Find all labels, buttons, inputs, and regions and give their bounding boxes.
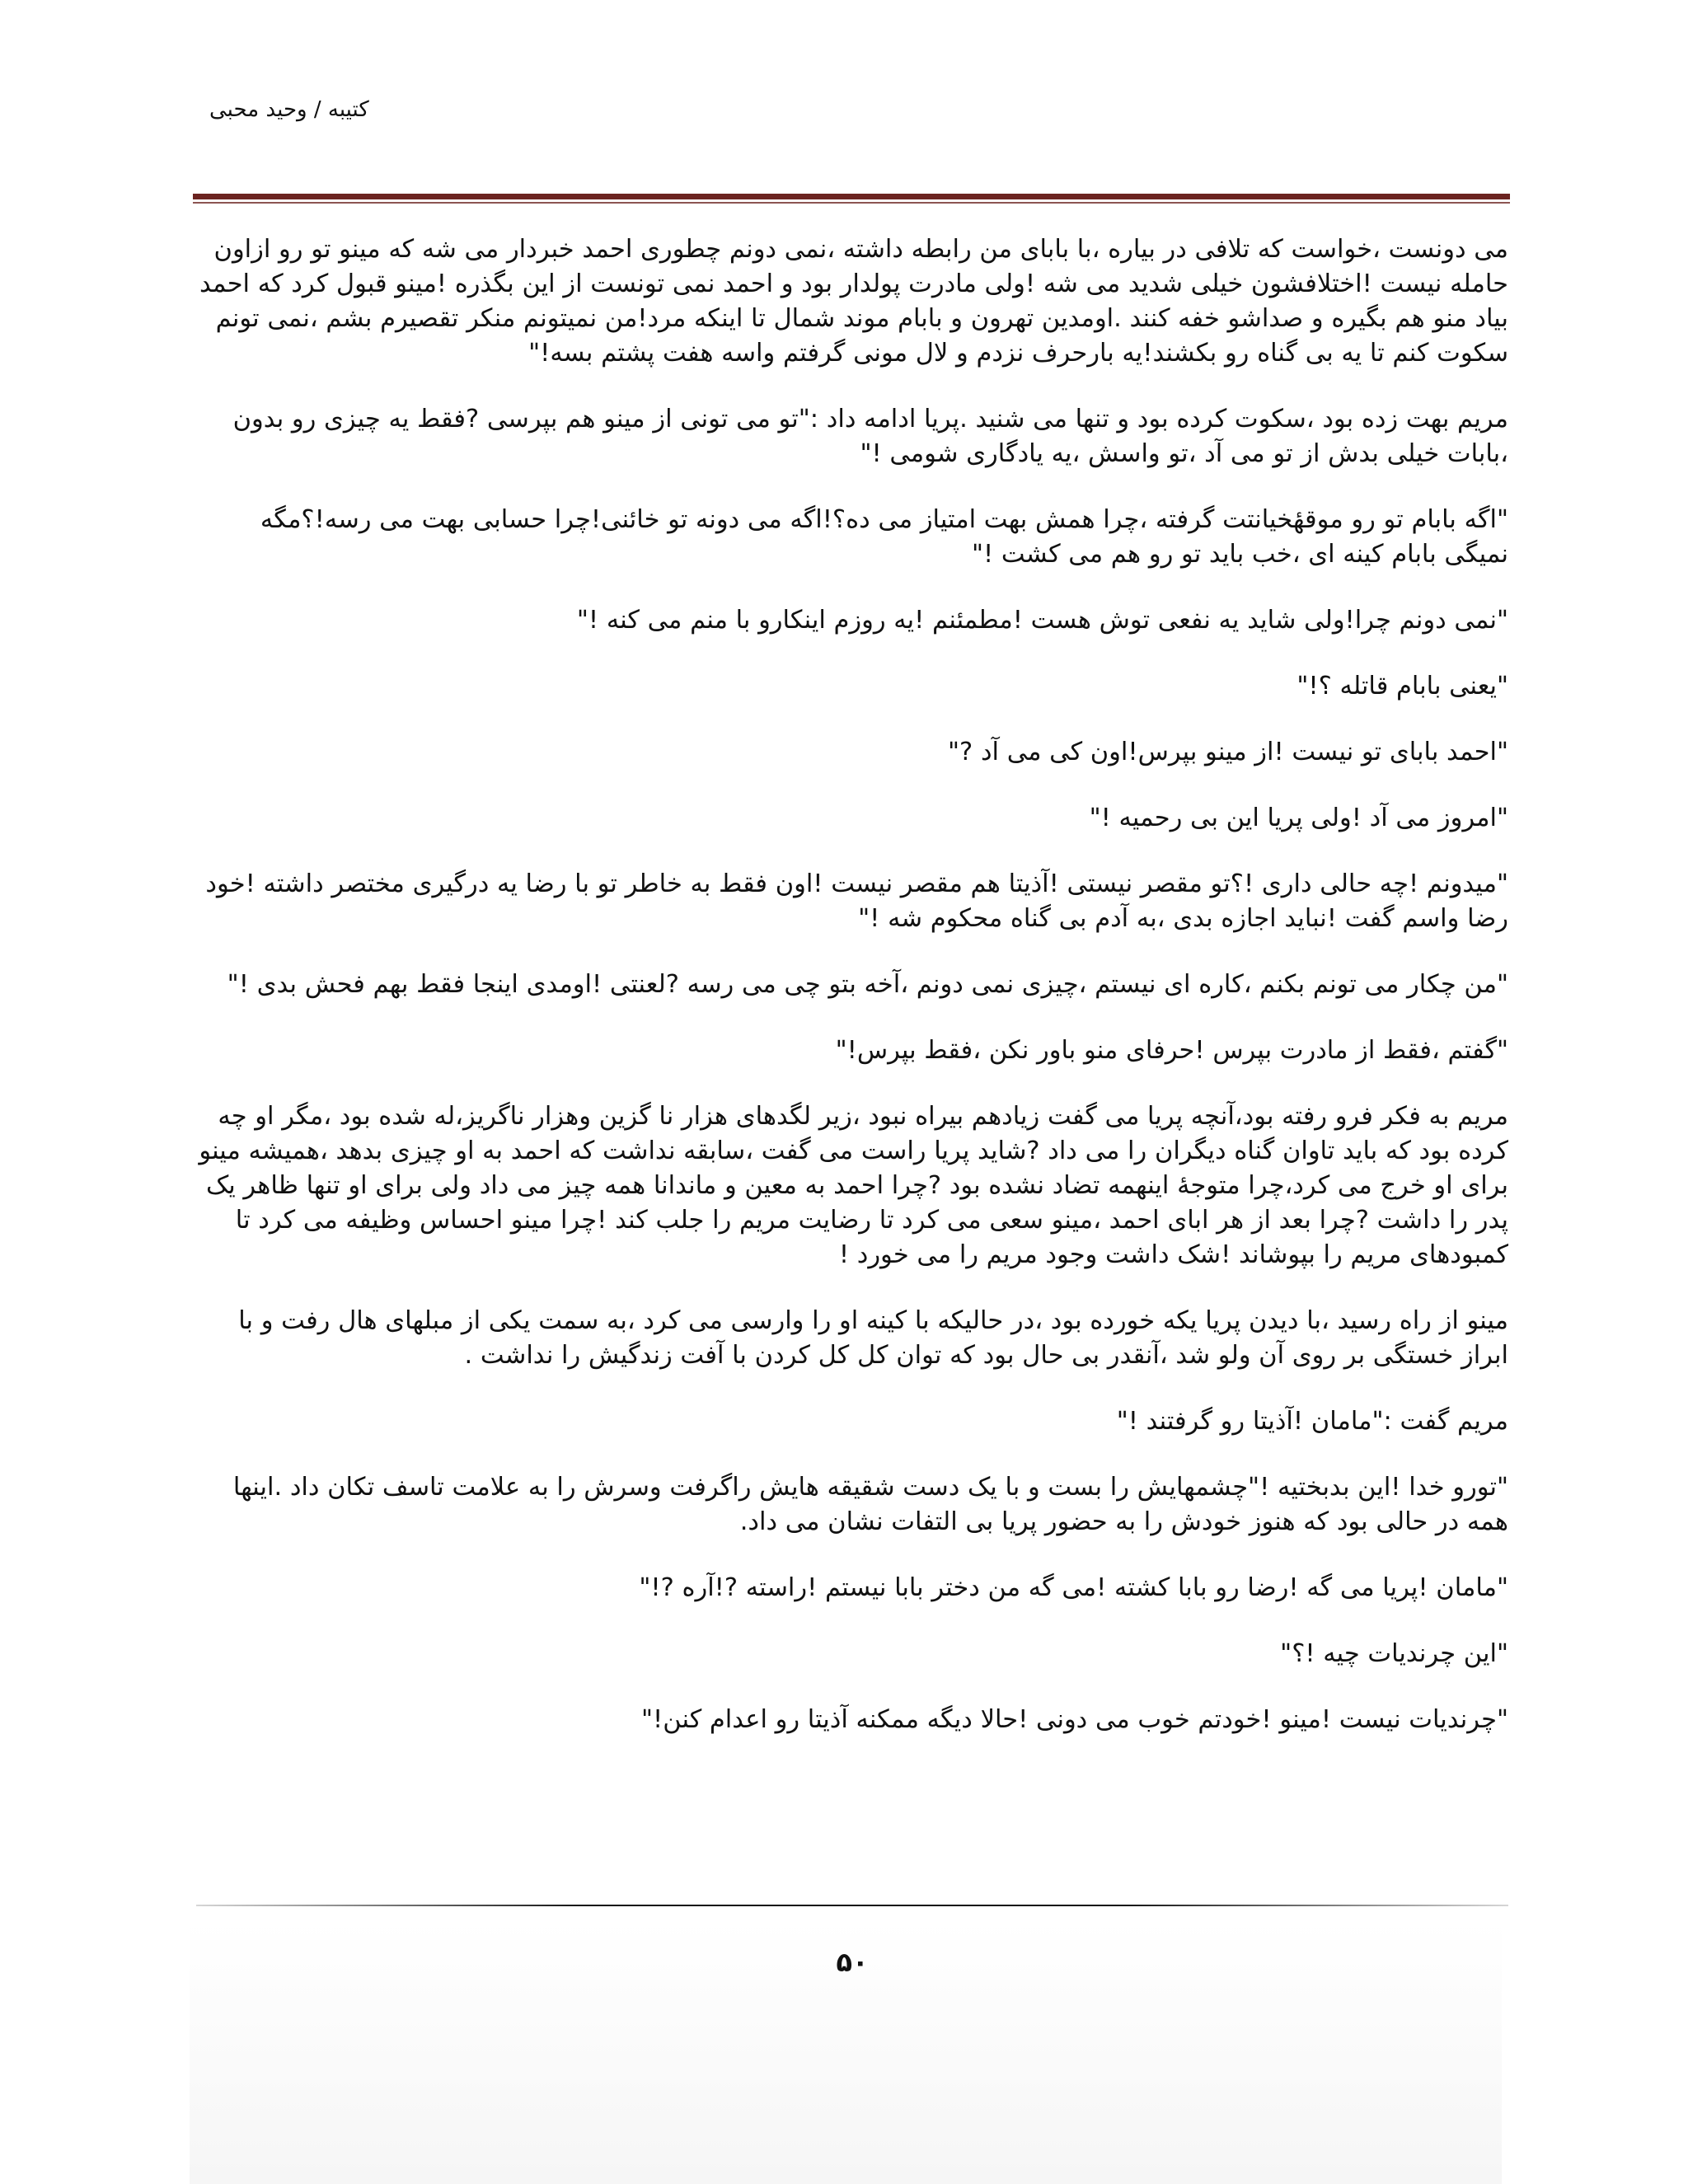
body-text <box>196 232 1508 1769</box>
paragraph: "امروز می آد !ولی پریا این بی رحمیه !" <box>1089 804 1508 832</box>
paragraph: "اگه بابام تو رو موقهٔخیانتت گرفته ،چرا همش بهت امتیاز می ده؟!اگه می دونه تو خائنی!چرا حسابی بهت می رسه!؟مگه نمیگی بابام کینه ای ،خب باید تو رو هم می کشت !" <box>260 505 1508 569</box>
running-header: کتیبه / وحید محبی <box>209 97 369 122</box>
footer-divider <box>196 1905 1508 1906</box>
paragraph: "مامان !پریا می گه !رضا رو بابا کشته !می گه من دختر بابا نیستم !راسته ?!آره ?!" <box>639 1573 1508 1602</box>
paragraph: "نمی دونم چرا!ولی شاید یه نفعی توش هست !مطمئنم !یه روزم اینکارو با منم می کنه !" <box>576 606 1508 635</box>
paragraph: "گفتم ،فقط از مادرت بپرس !حرفای منو باور نکن ،فقط بپرس!" <box>835 1036 1508 1065</box>
paragraph: "این چرندیات چیه !؟" <box>1280 1639 1508 1668</box>
paragraph: "احمد بابای تو نیست !از مینو بپرس!اون کی می آد ?" <box>948 738 1508 766</box>
paragraph: "چرندیات نیست !مینو !خودتم خوب می دونی !حالا دیگه ممکنه آذیتا رو اعدام کنن!" <box>641 1705 1508 1734</box>
header-divider <box>193 194 1510 205</box>
paragraph: "یعنی بابام قاتله ؟!" <box>1296 672 1508 701</box>
paragraph: مریم گفت :"مامان !آذیتا رو گرفتند !" <box>1116 1407 1508 1436</box>
paragraph: "تورو خدا !این بدبختیه !"چشمهایش را بست و با یک دست شقیقه هایش راگرفت وسرش را به علامت تاسف تکان داد .اینها همه در حالی بود که هنوز خودش را به حضور پریا بی التفات نشان می داد. <box>232 1473 1508 1536</box>
paragraph: مریم به فکر فرو رفته بود،آنچه پریا می گفت زیادهم بیراه نبود ،زیر لگدهای هزار نا گزین وهزار ناگریز،له شده بود ،مگر او چه کرده بود که باید تاوان گناه دیگران را می داد ?شاید پریا راست می گفت ،سابقه نداشت که احمد به او چیزی بدهد ،همیشه مینو برای او خرج می کرد،چرا متوجهٔ اینهمه تضاد نشده بود ?چرا احمد به معین و ماندانا همه چیز می داد ولی برای او تنها ظاهر یک پدر را داشت ?چرا بعد از هر ابای احمد ،مینو سعی می کرد تا رضایت مریم را جلب کند !چرا مینو احساس وظیفه می کرد تا کمبودهای مریم را بپوشاند !شک داشت وجود مریم را می خورد ! <box>199 1102 1508 1269</box>
paragraph: می دونست ،خواست که تلافی در بیاره ،با بابای من رابطه داشته ،نمی دونم چطوری احمد خبردار می شه که مینو تو رو ازاون حامله نیست !اختلافشون خیلی شدید می شه !ولی مادرت پولدار بود و احمد نمی تونست از این بگذره !مینو قبول کرد که احمد بیاد منو هم بگیره و صداشو خفه کنند .اومدین تهرون و بابام موند شمال تا اینکه مرد!من نمیتونم منکر تقصیرم بشم ،نمی تونم سکوت کنم تا یه بی گناه رو بکشند!یه بارحرف نزدم و لال مونی گرفتم واسه هفت پشتم بسه!" <box>199 235 1508 368</box>
paragraph: مریم بهت زده بود ،سکوت کرده بود و تنها می شنید .پریا ادامه داد :"تو می تونی از مینو هم بپرسی ?فقط یه چیزی رو بدون ،بابات خیلی بدش از تو می آد ،تو واسش ،یه یادگاری شومی !" <box>232 405 1508 468</box>
paragraph: "میدونم !چه حالی داری !؟تو مقصر نیستی !آذیتا هم مقصر نیست !اون فقط به خاطر تو با رضا یه درگیری مختصر داشته !خود رضا واسم گفت !نباید اجازه بدی ،به آدم بی گناه محکوم شه !" <box>205 869 1508 933</box>
paragraph: "من چکار می تونم بکنم ،کاره ای نیستم ،چیزی نمی دونم ،آخه بتو چی می رسه ?لعنتی !اومدی اینجا فقط بهم فحش بدی !" <box>227 970 1508 999</box>
paragraph: مینو از راه رسید ،با دیدن پریا یکه خورده بود ،در حالیکه با کینه او را وارسی می کرد ،به سمت یکی از مبلهای هال رفت و با ابراز خستگی بر روی آن ولو شد ،آنقدر بی حال بود که توان کل کل کردن با آفت زندگیش را نداشت . <box>238 1306 1508 1370</box>
page-number: ۵۰ <box>836 1947 869 1978</box>
